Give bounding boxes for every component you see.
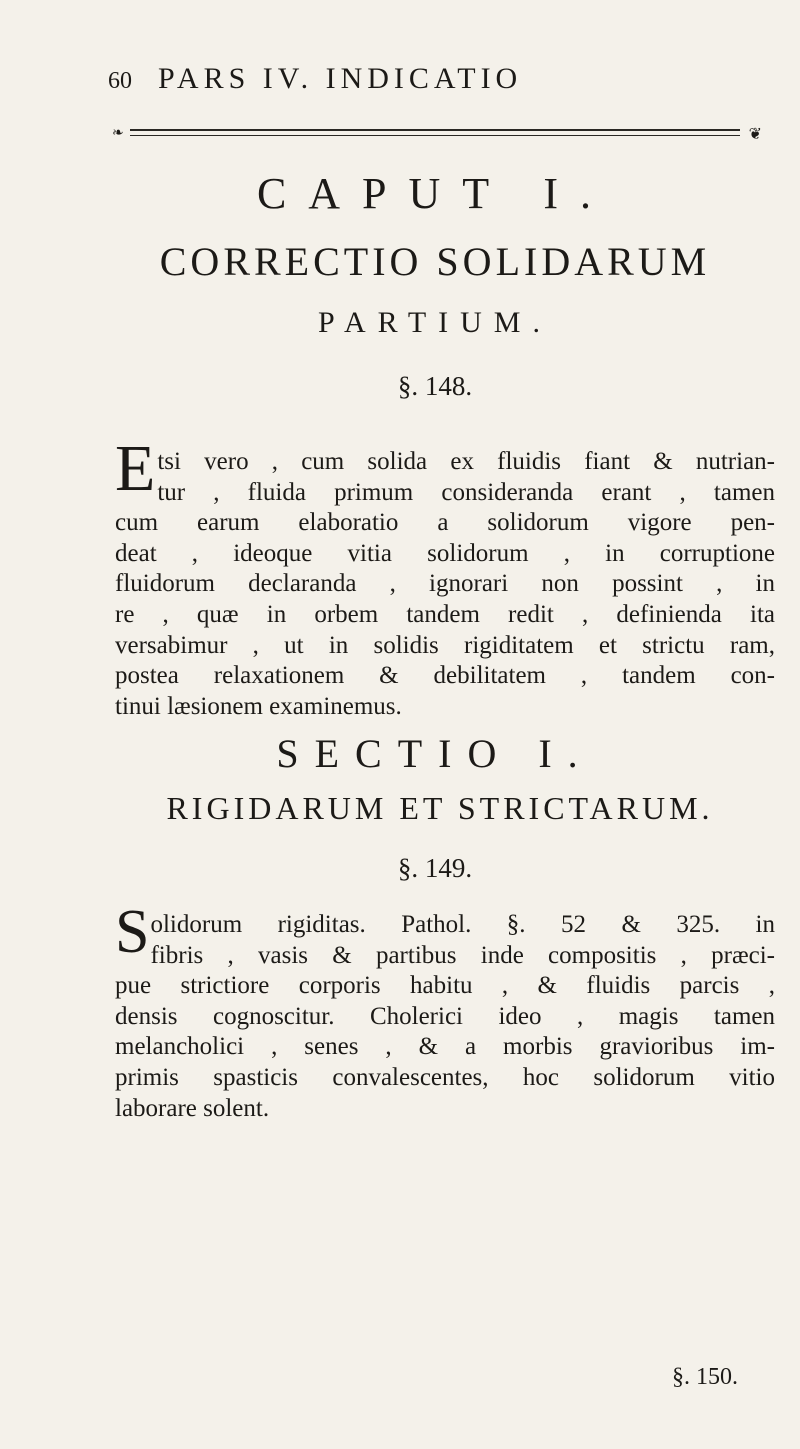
text-line: postea relaxationem & debilitatem , tandem con- — [115, 662, 775, 690]
dropcap-letter: E — [115, 432, 156, 505]
text-line: melancholici , senes , & a morbis gravioribus im- — [115, 1033, 775, 1061]
paragraph-149-text — [115, 898, 775, 1124]
text-line: pue strictiore corporis habitu , & fluidis parcis , — [115, 972, 775, 1000]
rule-line-thick — [130, 129, 740, 131]
text-line: tur , fluida primum consideranda erant , tamen — [157, 478, 775, 506]
text-line: tsi vero , cum solida ex fluidis fiant & nutrian- — [157, 448, 775, 475]
text-line: densis cognoscitur. Cholerici ideo , magis tamen — [115, 1002, 775, 1030]
ornamental-rule — [112, 126, 762, 143]
paragraph-number-149: §. 149. — [397, 853, 473, 883]
text-line: versabimur , ut in solidis rigiditatem et strictu ram, — [115, 631, 775, 659]
text-line: fluidorum declaranda , ignorari non possint , in — [115, 570, 775, 598]
text-line: deat , ideoque vitia solidorum , in corruptione — [115, 539, 775, 567]
chapter-heading: CAPUT I. — [256, 169, 614, 218]
rule-ornament-left-icon: ❧ — [112, 126, 124, 141]
section-title: RIGIDARUM ET STRICTARUM. — [166, 790, 714, 826]
paragraph-148-text — [115, 432, 775, 722]
text-line: laborare solent. — [115, 1094, 270, 1122]
paragraph-number-148: §. 148. — [397, 371, 473, 401]
dropcap-letter: S — [115, 898, 150, 966]
running-title: PARS IV. INDICATIO — [158, 62, 523, 95]
text-line: tinui læsionem examinemus. — [115, 692, 402, 720]
text-line: cum earum elaboratio a solidorum vigore pen- — [115, 509, 775, 537]
text-line: re , quæ in orbem tandem redit , definienda ita — [115, 600, 775, 628]
rule-line-thin — [130, 135, 740, 136]
catchword: §. 150. — [672, 1364, 738, 1390]
text-line: fibris , vasis & partibus inde compositis , præci- — [150, 941, 775, 969]
text-line: primis spasticis convalescentes, hoc solidorum vitio — [115, 1063, 775, 1091]
rule-ornament-right-icon: ❦ — [748, 126, 762, 143]
running-head — [108, 62, 728, 102]
chapter-title-continuation: PARTIUM. — [318, 306, 552, 339]
text-line: olidorum rigiditas. Pathol. §. 52 & 325. in — [150, 911, 775, 938]
chapter-title: CORRECTIO SOLIDARUM — [159, 239, 711, 284]
page-number: 60 — [108, 68, 132, 94]
section-heading: SECTIO I. — [276, 731, 594, 776]
